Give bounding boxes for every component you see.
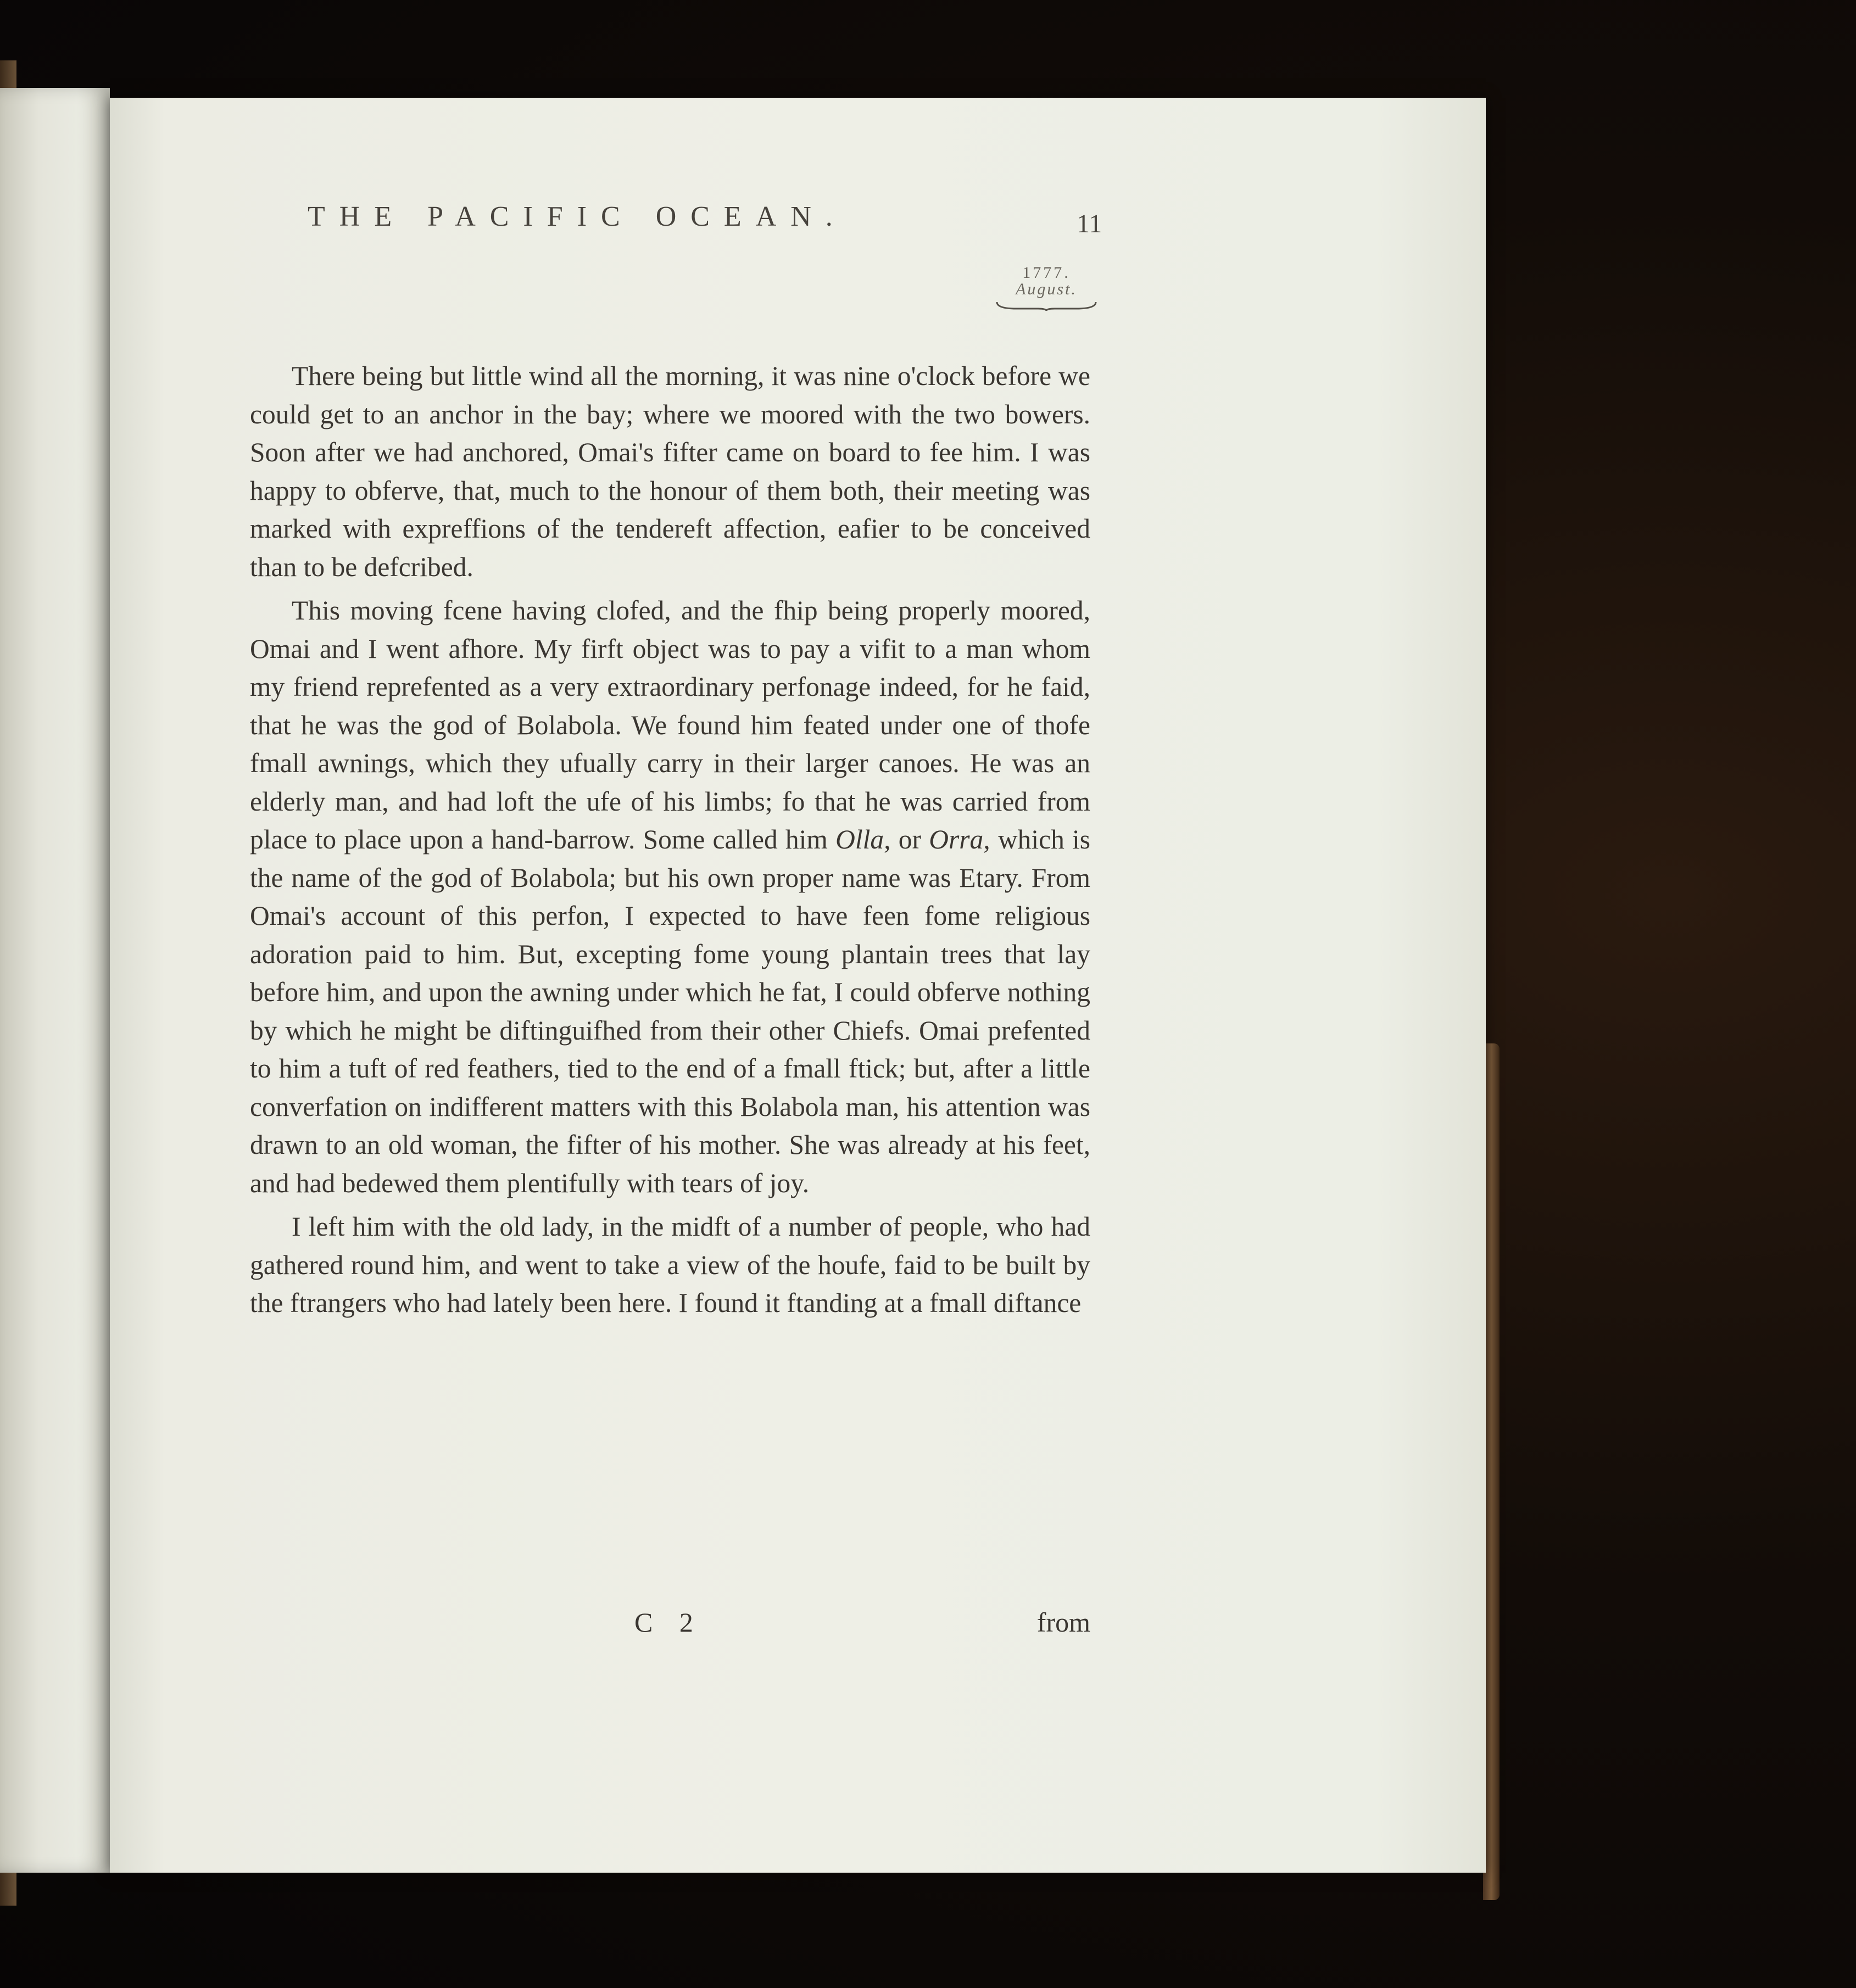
paragraph-2-part-2: which is the name of the god of Bolabola; but his own proper name was Etary. From Omai's account of this perfon, I expected to have feen fome religious adoration paid to him. But, excepting fome young plantain trees that lay before him, and upon the awning under which he fat, I could obferve nothing by which he might be diftinguifhed from their other Chiefs. Omai prefented to him a tuft of red feathers, tied to the end of a fmall ftick; but, after a little converfation on indifferent matters with this Bolabola man, his attention was drawn to an old woman, the fifter of his mother. She was already at his feet, and had bedewed them plentifully with tears of joy. xyxy=(250,824,1091,1198)
running-head: THE PACIFIC OCEAN. xyxy=(308,201,847,232)
name-orra: Orra, xyxy=(929,824,990,855)
page-footer xyxy=(250,1606,1090,1645)
paragraph-2-part-1: This moving fcene having clofed, and the fhip being properly moored, Omai and I went afhore. My firft object was to pay a vifit to a man whom my friend reprefented as a very extraordinary perfonage indeed, for he faid, that he was the god of Bolabola. We found him feated under one of thofe fmall awnings, which they ufually carry in their larger canoes. He was an elderly man, and had loft the ufe of his limbs; fo that he was carried from place to place upon a hand-barrow. Some called him xyxy=(250,595,1090,855)
marginal-year: 1777. xyxy=(1022,264,1071,282)
brace-icon xyxy=(994,300,1099,312)
catchword: from xyxy=(1036,1607,1090,1638)
paragraph-3: I left him with the old lady, in the midft of a number of people, who had gathered round him, and went to take a view of the houfe, faid to be built by the ftrangers who had lately been here. I found it ftanding at a fmall diftance xyxy=(250,1211,1090,1318)
page-number: 11 xyxy=(1077,209,1102,238)
marginal-month: August. xyxy=(1016,280,1077,298)
paragraph-2 xyxy=(250,591,1090,1202)
signature-mark: C 2 xyxy=(634,1607,703,1638)
name-olla: Olla, xyxy=(835,824,891,855)
body-text xyxy=(250,357,1090,1322)
facing-page xyxy=(0,88,110,1873)
marginal-note xyxy=(994,264,1099,312)
paragraph-1: There being but little wind all the morning, it was nine o'clock before we could get to an anchor in the bay; where we moored with the two bowers. Soon after we had anchored, Omai's fifter came on board to fee him. I was happy to obferve, that, much to the honour of them both, their meeting was marked with expreffions of the tendereft affection, eafier to be conceived than to be defcribed. xyxy=(250,361,1090,582)
paragraph-2-or: or xyxy=(898,824,921,855)
